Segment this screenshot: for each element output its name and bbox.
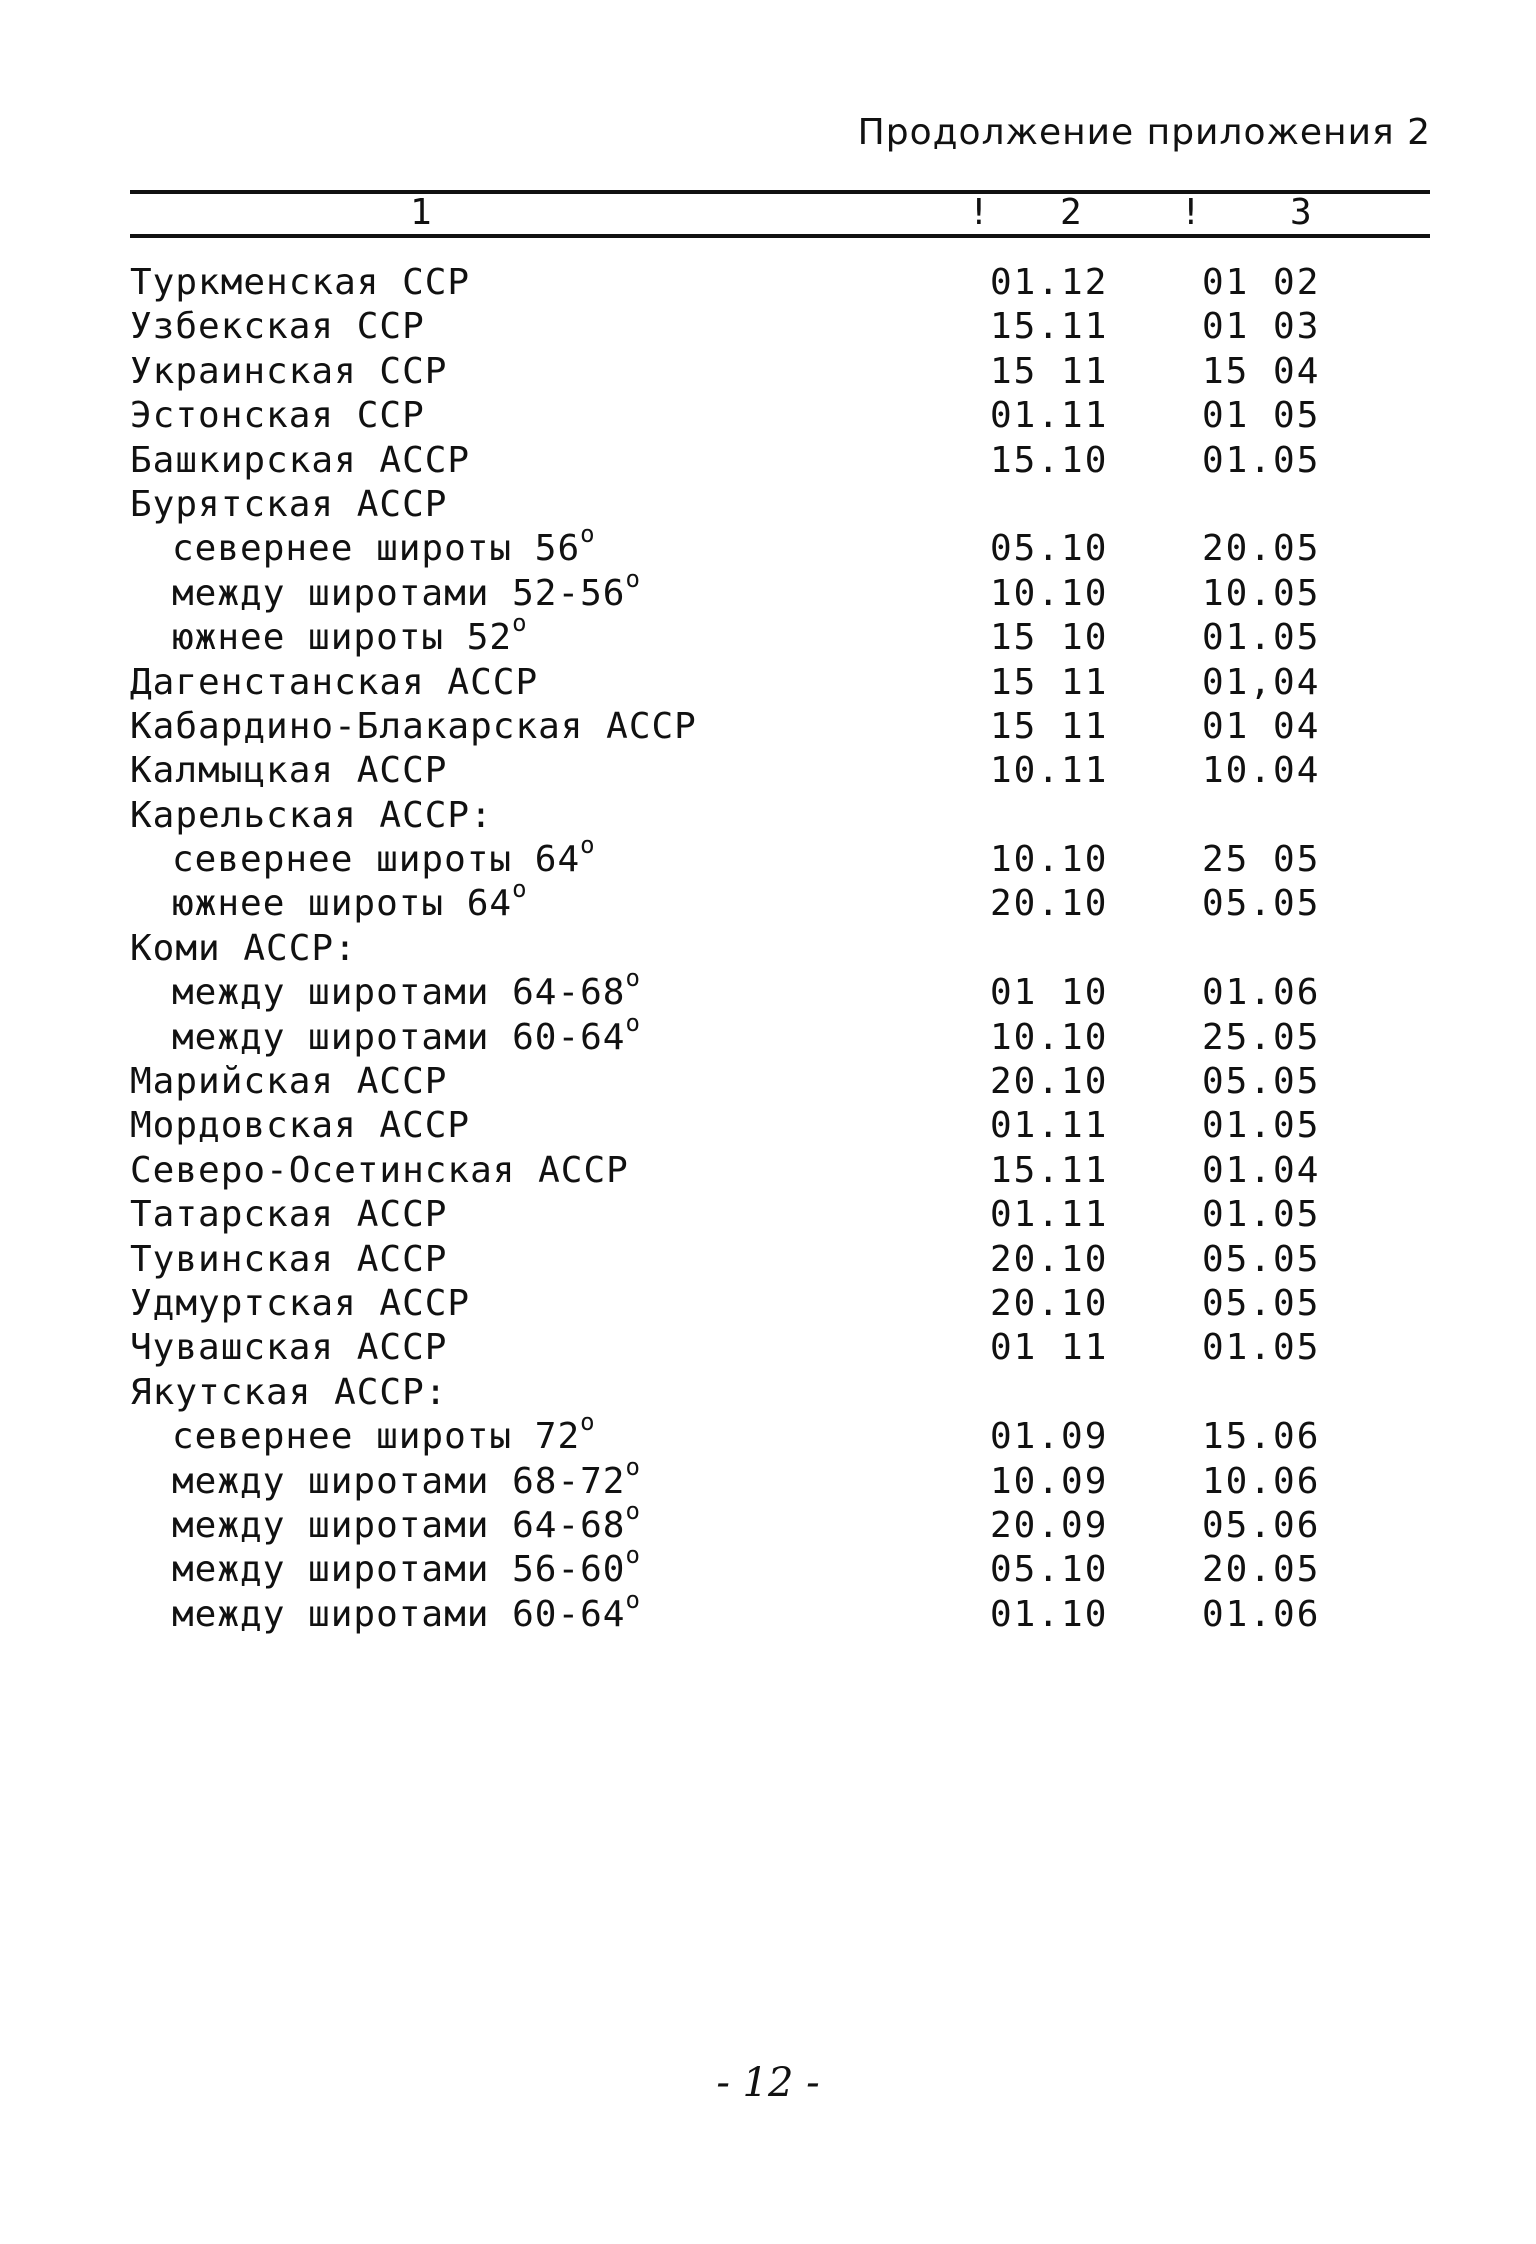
degree-mark: о — [625, 1585, 641, 1614]
date-column-2: 20.10 — [990, 1061, 1109, 1103]
date-column-3: 05.05 — [1202, 1282, 1321, 1324]
date-column-2: 10.10 — [990, 839, 1109, 881]
region-name-text: Марийская АССР — [130, 1061, 448, 1103]
region-name-text: Дагенстанская АССР — [130, 661, 539, 703]
region-name — [130, 484, 447, 525]
date-column-2: 20.09 — [990, 1504, 1109, 1546]
region-name — [172, 564, 641, 614]
region-name-text: между широтами 60-64 — [172, 1016, 626, 1058]
degree-mark: о — [580, 831, 596, 860]
table-row — [130, 609, 1430, 661]
page-caption: Продолжение приложения 2 — [857, 112, 1431, 153]
date-column-3: 10.06 — [1202, 1460, 1321, 1502]
date-column-2: 10.10 — [990, 572, 1109, 614]
region-name-text: между широтами 68-72 — [172, 1460, 626, 1502]
date-column-2: 10.10 — [990, 1016, 1109, 1058]
table-row — [130, 831, 1430, 883]
region-name — [130, 1283, 470, 1324]
degree-mark: о — [625, 564, 641, 593]
region-name — [130, 928, 357, 969]
date-column-3: 01 02 — [1202, 262, 1321, 303]
column-header-1: 1 — [410, 192, 432, 233]
region-name — [130, 1194, 447, 1235]
region-name — [130, 1372, 447, 1413]
table-row — [130, 1283, 1430, 1327]
region-name-text: Башкирская АССР — [130, 439, 471, 481]
date-column-3: 25 05 — [1202, 839, 1321, 881]
table-row — [130, 1105, 1430, 1149]
date-column-3: 01 03 — [1202, 306, 1321, 348]
region-name — [172, 875, 528, 925]
region-name — [130, 795, 493, 836]
region-name — [130, 395, 425, 436]
region-name-text: между широтами 64-68 — [172, 972, 626, 1014]
region-name — [130, 1327, 447, 1368]
date-column-2: 01.11 — [990, 1105, 1109, 1147]
column-separator: ! — [968, 192, 990, 233]
table-row — [130, 351, 1430, 395]
date-column-2: 01 11 — [990, 1327, 1109, 1369]
region-name — [172, 831, 596, 881]
region-name-text: Туркменская ССР — [130, 262, 471, 303]
date-column-3: 05.06 — [1202, 1504, 1321, 1546]
date-column-2: 01.12 — [990, 262, 1109, 303]
date-column-3: 01.05 — [1202, 1105, 1321, 1147]
table-row — [130, 795, 1430, 839]
table-row — [130, 1061, 1430, 1105]
region-name — [172, 1008, 641, 1058]
table-row — [130, 1008, 1430, 1061]
column-separator: ! — [1180, 192, 1202, 233]
degree-mark: о — [512, 609, 528, 638]
region-name-text: Карельская АССР: — [130, 794, 493, 836]
region-name — [172, 1585, 641, 1635]
region-name-text: Якутская АССР: — [130, 1371, 448, 1413]
region-name-text: севернее широты 72 — [172, 1416, 581, 1458]
region-name-text: между широтами 60-64 — [172, 1593, 626, 1635]
date-column-3: 10.04 — [1202, 750, 1321, 792]
table-body — [130, 262, 1430, 1638]
table-row — [130, 750, 1430, 794]
region-name — [172, 964, 641, 1014]
date-column-2: 15 11 — [990, 350, 1109, 392]
region-name — [130, 706, 697, 747]
table-row — [130, 306, 1430, 350]
table-row — [130, 928, 1430, 972]
region-name — [172, 1408, 596, 1458]
table-row — [130, 262, 1430, 306]
region-name-text: южнее широты 52 — [172, 617, 513, 659]
region-name — [172, 1452, 641, 1502]
table-row — [130, 662, 1430, 706]
date-column-3: 25.05 — [1202, 1016, 1321, 1058]
region-name-text: Коми АССР: — [130, 927, 357, 969]
degree-mark: о — [580, 1408, 596, 1437]
date-column-2: 01 10 — [990, 972, 1109, 1014]
table-row — [130, 1452, 1430, 1505]
table-row — [130, 395, 1430, 439]
date-column-2: 15 10 — [990, 617, 1109, 659]
date-column-3: 01.04 — [1202, 1149, 1321, 1191]
region-name — [130, 306, 425, 347]
degree-mark: о — [625, 964, 641, 993]
region-name-text: Калмыцкая АССР — [130, 750, 448, 792]
table-row — [130, 520, 1430, 572]
page-number: - 12 - — [716, 2060, 820, 2106]
region-name — [172, 609, 528, 659]
degree-mark: о — [580, 520, 596, 549]
degree-mark: о — [625, 1541, 641, 1570]
region-name — [130, 1105, 470, 1146]
region-name — [130, 440, 470, 481]
date-column-3: 15.06 — [1202, 1416, 1321, 1458]
date-column-3: 10.05 — [1202, 572, 1321, 614]
region-name-text: севернее широты 64 — [172, 839, 581, 881]
region-name-text: между широтами 56-60 — [172, 1549, 626, 1591]
date-column-3: 01.05 — [1202, 617, 1321, 659]
region-name-text: севернее широты 56 — [172, 528, 581, 570]
date-column-2: 01.11 — [990, 1194, 1109, 1236]
column-header-3: 3 — [1290, 192, 1312, 233]
region-name-text: Татарская АССР — [130, 1194, 448, 1236]
region-name — [130, 662, 538, 703]
date-column-2: 15.11 — [990, 1149, 1109, 1191]
date-column-3: 01.05 — [1202, 1194, 1321, 1236]
date-column-3: 01,04 — [1202, 661, 1321, 703]
region-name — [130, 1061, 447, 1102]
date-column-2: 15.10 — [990, 439, 1109, 481]
table-row — [130, 1194, 1430, 1238]
date-column-2: 20.10 — [990, 883, 1109, 925]
region-name-text: между широтами 52-56 — [172, 572, 626, 614]
region-name — [172, 1541, 641, 1591]
table-row — [130, 875, 1430, 927]
date-column-3: 05.05 — [1202, 883, 1321, 925]
region-name-text: Удмуртская АССР — [130, 1282, 471, 1324]
date-column-2: 01.11 — [990, 395, 1109, 437]
date-column-3: 05.05 — [1202, 1238, 1321, 1280]
table-row — [130, 1408, 1430, 1460]
region-name — [172, 1496, 641, 1546]
date-column-3: 20.05 — [1202, 528, 1321, 570]
date-column-2: 05.10 — [990, 1549, 1109, 1591]
date-column-3: 05.05 — [1202, 1061, 1321, 1103]
table-top-rule — [130, 190, 1430, 194]
region-name — [130, 1239, 447, 1280]
degree-mark: о — [625, 1496, 641, 1525]
table-row — [130, 440, 1430, 484]
region-name-text: южнее широты 64 — [172, 883, 513, 925]
date-column-3: 01 04 — [1202, 705, 1321, 747]
date-column-3: 01.05 — [1202, 1327, 1321, 1369]
date-column-2: 15.11 — [990, 306, 1109, 348]
region-name — [130, 262, 470, 303]
table-row — [130, 964, 1430, 1016]
table-row — [130, 1239, 1430, 1283]
table-row — [130, 1150, 1430, 1194]
region-name — [172, 520, 596, 570]
region-name-text: Мордовская АССР — [130, 1105, 471, 1147]
degree-mark: о — [625, 1452, 641, 1481]
date-column-3: 01 05 — [1202, 395, 1321, 437]
table-row — [130, 564, 1430, 617]
table-header-rule — [130, 234, 1430, 238]
table-row — [130, 1496, 1430, 1549]
region-name-text: Бурятская АССР — [130, 483, 448, 525]
degree-mark: о — [625, 1008, 641, 1037]
table-row — [130, 1327, 1430, 1371]
region-name-text: Украинская ССР — [130, 350, 448, 392]
date-column-2: 15 11 — [990, 705, 1109, 747]
date-column-2: 10.11 — [990, 750, 1109, 792]
region-name-text: Узбекская ССР — [130, 306, 425, 348]
table-row — [130, 706, 1430, 750]
region-name-text: Северо-Осетинская АССР — [130, 1149, 629, 1191]
table-row — [130, 484, 1430, 528]
date-column-2: 20.10 — [990, 1282, 1109, 1324]
region-name-text: Кабардино-Блакарская АССР — [130, 705, 697, 747]
date-column-2: 01.09 — [990, 1416, 1109, 1458]
region-name-text: Эстонская ССР — [130, 395, 425, 437]
date-column-2: 05.10 — [990, 528, 1109, 570]
table-row — [130, 1541, 1430, 1593]
date-column-2: 01.10 — [990, 1593, 1109, 1635]
region-name-text: Тувинская АССР — [130, 1238, 448, 1280]
region-name — [130, 1150, 629, 1191]
column-header-2: 2 — [1060, 192, 1082, 233]
date-column-3: 15 04 — [1202, 350, 1321, 392]
region-name — [130, 750, 447, 791]
table-row — [130, 1585, 1430, 1638]
region-name-text: между широтами 64-68 — [172, 1504, 626, 1546]
date-column-3: 01.06 — [1202, 1593, 1321, 1635]
region-name — [130, 351, 447, 392]
date-column-3: 01.05 — [1202, 439, 1321, 481]
table-row — [130, 1372, 1430, 1416]
date-column-2: 15 11 — [990, 661, 1109, 703]
date-column-2: 10.09 — [990, 1460, 1109, 1502]
date-column-3: 01.06 — [1202, 972, 1321, 1014]
degree-mark: о — [512, 875, 528, 904]
date-column-3: 20.05 — [1202, 1549, 1321, 1591]
region-name-text: Чувашская АССР — [130, 1327, 448, 1369]
date-column-2: 20.10 — [990, 1238, 1109, 1280]
